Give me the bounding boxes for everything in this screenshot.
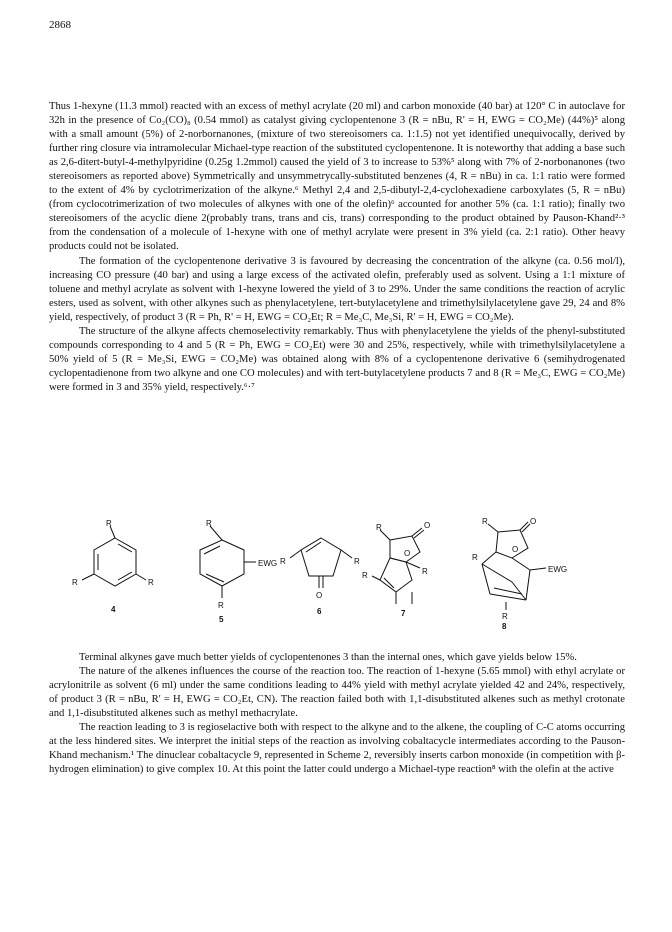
structures-figure (60, 518, 620, 630)
atom-label: R (280, 557, 286, 566)
atom-label: O (530, 518, 537, 526)
paragraph: Terminal alkynes gave much better yields of cyclopentenones 3 than the internal ones, which gave yields below 15%. (79, 652, 577, 663)
compound-number: 5 (219, 615, 224, 624)
structure-5 (200, 526, 256, 598)
atom-label: R (422, 567, 428, 576)
atom-label: R (106, 519, 112, 528)
page-number: 2868 (49, 19, 71, 31)
paragraph: Thus 1-hexyne (11.3 mmol) reacted with an excess of methyl acrylate (20 ml) and carbon monoxide (40 bar) at 120° C in autoclave for 32h in the presence of Co₂(CO)₈ (0.54 mmol) as catalyst giving cyclopentenone 3 (R = nBu, R' = H, EWG = CO₂Me) (44%)⁵ along with a small amount (5%) of 2-norbornanones, (mixture of two stereoisomers ca. 1:1.5) not yet identified unequivocally, derived by further ring closure via intramolecular Michael-type reaction of the substituted cyclopentenone. It is noteworthy that adding a base such as 2,6-ditert-butyl-4-methylpyridine (0.25g 1.2mmol) caused the yield of 3 to increase to 53%⁵ along with 7% of 2-norbonanones (two stereoisomers as reported above) Symmetrically and unsymmetrycally-substituted benzenes (4, R = nBu) in ca. 1:1 ratio were formed to the extent of 4% by cyclotrimerization of the alkyne.⁶ Methyl 2,4 and 2,5-dibutyl-2,4-cyclohexadiene carboxylates (5, R = nBu) (from cyclocotrimerization of two molecules of alkynes with one of the olefin)⁶ accounted for another 5% (ca. 1:1 ratio); finally two stereoisomers of the acyclic diene 2(probably trans, trans and cis, trans) corresponding to the product obtained by Pauson-Khand²·³ from the condensation of a molecule of 1-hexyne with one of methyl acrylate were present in 3% yield (ca. 2:1 ratio). Other heavy products could not be isolated. (49, 101, 625, 253)
atom-label: O (404, 549, 411, 558)
paragraph: The reaction leading to 3 is regioselactive both with respect to the alkyne and to the alkene, the coupling of C-C atoms occurring at the less hindered sites. We interpret the initial steps of the reaction as involving cobaltacycle intermediates according to the Pauson-Khand mechanism.¹ The dinuclear cobaltacycle 9, represented in Scheme 2, reversibly inserts carbon monoxide (in competition with β-hydrogen elimination) to give complex 10. At this point the latter could undergo a Michael-type reaction⁸ with the olefin at the active (49, 722, 625, 776)
structure-8 (482, 522, 546, 610)
atom-label: R (362, 571, 368, 580)
compound-number: 4 (111, 605, 116, 614)
atom-label: R (218, 601, 224, 610)
atom-label: O (512, 545, 519, 554)
atom-label: O (316, 591, 323, 600)
structure-7 (372, 528, 424, 604)
atom-label: R (376, 523, 382, 532)
atom-label: R (206, 519, 212, 528)
atom-label: R (354, 557, 360, 566)
atom-label: R (502, 612, 508, 621)
compound-number: 7 (401, 609, 406, 618)
paragraph: The formation of the cyclopentenone derivative 3 is favoured by decreasing the concentration of the alkyne (ca. 0.56 mol/l), increasing CO pressure (40 bar) and using a large excess of the activated olefin, preferably used as solvent. Using a 1:1 mixture of toluene and methyl acrylate as solvent with 1-hexyne lowered the yield of 3 to 29%. Under the same conditions the reaction of acrylic esters, used as solvent, with other alkynes such as phenylacetylene, tert-butylacetylene and trimethylsilylacetylene gave 29, 24 and 8% yield, respectively, of product 3 (R = Ph, R' = H, EWG = CO₂Et; R = Me₃C, Me₃Si, R' = H, EWG = CO₂Me). (49, 255, 625, 323)
atom-label: R (148, 578, 154, 587)
structure-4 (82, 526, 146, 586)
atom-label: R (72, 578, 78, 587)
paragraph: The structure of the alkyne affects chemoselectivity remarkably. Thus with phenylacetylene the yields of the phenyl-substituted compounds corresponding to 4 and 5 (R = Ph, EWG = CO₂Et) were 30 and 25%, respectively, while with trimethylsilylacetylene a 50% yield of 5 (R = Me₃Si, EWG = CO₂Me) was obtained along with 8% of a cyclopentenone derivative 6 (semihydrogenated cyclopentadienone from two alkyne and one CO molecules) and with tert-butylacetylene products 7 and 8 (R = Me₃C, EWG = CO₂Me) were formed in 3 and 35% yield, respectively.⁶·⁷ (49, 325, 625, 393)
compound-number: 6 (317, 607, 322, 616)
atom-label: R (482, 518, 488, 526)
atom-label: EWG (258, 559, 278, 568)
atom-label: R (472, 553, 478, 562)
body-text-bottom (49, 651, 625, 777)
structure-6 (290, 538, 352, 588)
atom-label: EWG (548, 565, 568, 574)
atom-label: O (424, 521, 431, 530)
body-text-top (49, 100, 625, 395)
chemical-structures-drawing (60, 518, 620, 630)
paragraph: The nature of the alkenes influences the course of the reaction too. The reaction of 1-hexyne (5.65 mmol) with ethyl acrylate or acrylonitrile as solvent (6 ml) under the same conditions leading to 44% yield with methyl acrylate yielded 42 and 24%, respectively, of product 3 (R = nBu, R' = H, EWG = CO₂Et, CN). The reaction failed both with 1,1-disubstituted alkenes such as methyl crotonate and 1,1-disubstituted alkenes such as methyl methacrylate. (49, 666, 625, 720)
compound-number: 8 (502, 622, 507, 630)
